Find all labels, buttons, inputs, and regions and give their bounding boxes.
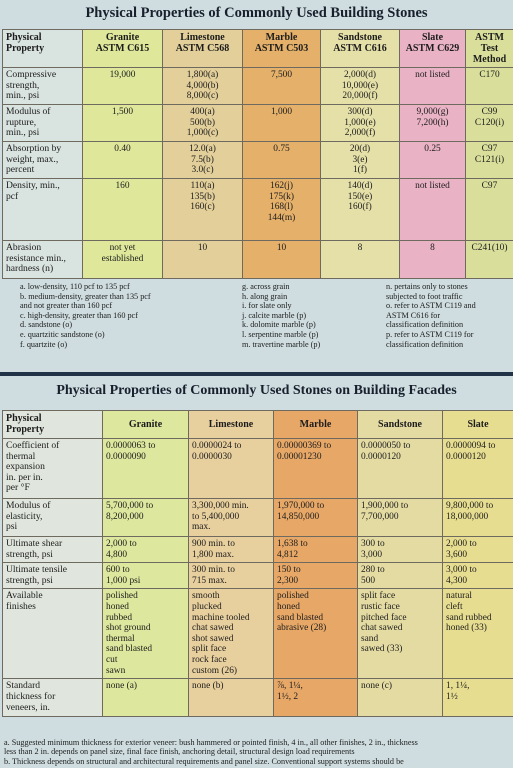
cell-granite: polished honed rubbed shot ground thermal sand blasted cut sawn: [103, 589, 189, 679]
footnote: k. dolomite marble (p): [242, 320, 316, 330]
header-granite: Granite: [103, 411, 189, 439]
footnote: b. Thickness depends on structural and architectural requirements and panel size. Conventional support systems should be: [4, 756, 404, 766]
table-row: [3, 499, 513, 537]
header-marble: Marble: [274, 411, 358, 439]
cell-sandstone: 300(d) 1,000(e) 2,000(f): [321, 105, 400, 142]
cell-marble: 7,500: [243, 68, 321, 105]
footnote: b. medium-density, greater than 135 pcf and not greater than 160 pcf: [20, 291, 151, 311]
footnote: n. pertains only to stones subjected to foot traffic: [386, 282, 468, 301]
table-row: [3, 589, 513, 679]
cell-marble: 1,000: [243, 105, 321, 142]
facade-stones-table: [2, 410, 513, 717]
cell-granite: 19,000: [83, 68, 163, 105]
table1-title: Physical Properties of Commonly Used Building Stones: [85, 5, 428, 21]
row-property: Standard thickness for veneers, in.: [3, 679, 103, 717]
cell-marble: 162(j) 175(k) 168(l) 144(m): [243, 179, 321, 241]
table-header-row: [3, 30, 513, 68]
table-row: [3, 68, 513, 105]
cell-granite: 1,500: [83, 105, 163, 142]
cell-granite: not yet established: [83, 241, 163, 279]
footnotes-column: [242, 282, 320, 349]
cell-slate: 0.0000094 to 0.0000120: [443, 439, 513, 499]
cell-marble: 0.00000369 to 0.00001230: [274, 439, 358, 499]
row-property: Absorption by weight, max., percent: [3, 142, 83, 179]
footnote: h. along grain: [242, 291, 288, 301]
footnote: c. high-density, greater than 160 pcf: [20, 310, 138, 320]
cell-astm: C99 C120(i): [466, 105, 513, 142]
footnote: o. refer to ASTM C119 and ASTM C616 for classification definition: [386, 301, 476, 330]
row-property: Coefficient of thermal expansion in. per in. per °F: [3, 439, 103, 499]
header-limestone: Limestone ASTM C568: [163, 30, 243, 68]
cell-limestone: 400(a) 500(b) 1,000(c): [163, 105, 243, 142]
cell-limestone: 10: [163, 241, 243, 279]
cell-granite: 0.40: [83, 142, 163, 179]
table2-footnotes: [4, 738, 509, 766]
cell-granite: 5,700,000 to 8,200,000: [103, 499, 189, 537]
cell-limestone: 1,800(a) 4,000(b) 8,000(c): [163, 68, 243, 105]
cell-slate: natural cleft sand rubbed honed (33): [443, 589, 513, 679]
cell-marble: 10: [243, 241, 321, 279]
cell-sandstone: 280 to 500: [358, 563, 443, 589]
footnote: g. across grain: [242, 282, 290, 291]
row-property: Ultimate tensile strength, psi: [3, 563, 103, 589]
table-row: [3, 563, 513, 589]
cell-sandstone: 2,000(d) 10,000(e) 20,000(f): [321, 68, 400, 105]
cell-slate: 3,000 to 4,300: [443, 563, 513, 589]
cell-sandstone: 0.0000050 to 0.0000120: [358, 439, 443, 499]
header-granite: Granite ASTM C615: [83, 30, 163, 68]
header-slate: Slate: [443, 411, 513, 439]
header-sandstone: Sandstone: [358, 411, 443, 439]
row-property: Compressive strength, min., psi: [3, 68, 83, 105]
cell-slate: 2,000 to 3,600: [443, 537, 513, 563]
cell-granite: 160: [83, 179, 163, 241]
header-property: Physical Property: [3, 30, 83, 68]
footnote: a. Suggested minimum thickness for exterior veneer: bush hammered or pointed finish, 4 in., all other finishes, 2 in., thickness less than 2 in. depends on panel size, final face finish, anchoring detail, structural design load requirements: [4, 738, 418, 757]
cell-limestone: 110(a) 135(b) 160(c): [163, 179, 243, 241]
footnote: m. travertine marble (p): [242, 339, 321, 349]
cell-granite: none (a): [103, 679, 189, 717]
cell-slate: 9,800,000 to 18,000,000: [443, 499, 513, 537]
cell-slate: 9,000(g) 7,200(h): [400, 105, 466, 142]
footnotes-column: [386, 282, 476, 349]
cell-sandstone: 300 to 3,000: [358, 537, 443, 563]
footnote: l. serpentine marble (p): [242, 329, 319, 339]
cell-astm: C97: [466, 179, 513, 241]
cell-granite: 2,000 to 4,800: [103, 537, 189, 563]
header-astm-test-method: ASTM Test Method: [466, 30, 513, 68]
table-row: [3, 679, 513, 717]
header-limestone: Limestone: [189, 411, 274, 439]
cell-slate: 1, 1¼, 1½: [443, 679, 513, 717]
table-row: [3, 241, 513, 279]
cell-limestone: 3,300,000 min. to 5,400,000 max.: [189, 499, 274, 537]
cell-slate: not listed: [400, 179, 466, 241]
cell-limestone: 0.0000024 to 0.0000030: [189, 439, 274, 499]
footnote: d. sandstone (o): [20, 320, 73, 330]
cell-limestone: none (b): [189, 679, 274, 717]
cell-slate: 0.25: [400, 142, 466, 179]
cell-slate: not listed: [400, 68, 466, 105]
footnote: j. calcite marble (p): [242, 310, 307, 320]
cell-granite: 0.0000063 to 0.0000090: [103, 439, 189, 499]
cell-granite: 600 to 1,000 psi: [103, 563, 189, 589]
cell-limestone: smooth plucked machine tooled chat sawed shot sawed split face rock face custom (26): [189, 589, 274, 679]
cell-limestone: 12.0(a) 7.5(b) 3.0(c): [163, 142, 243, 179]
cell-astm: C241(10): [466, 241, 513, 279]
row-property: Modulus of elasticity, psi: [3, 499, 103, 537]
row-property: Density, min., pcf: [3, 179, 83, 241]
building-stones-table: [2, 29, 513, 279]
cell-marble: 0.75: [243, 142, 321, 179]
cell-astm: C170: [466, 68, 513, 105]
cell-astm: C97 C121(i): [466, 142, 513, 179]
row-property: Abrasion resistance min., hardness (n): [3, 241, 83, 279]
cell-marble: ⅞, 1¼, 1½, 2: [274, 679, 358, 717]
cell-marble: polished honed sand blasted abrasive (28): [274, 589, 358, 679]
header-sandstone: Sandstone ASTM C616: [321, 30, 400, 68]
footnote: e. quartzitic sandstone (o): [20, 329, 105, 339]
cell-limestone: 900 min. to 1,800 max.: [189, 537, 274, 563]
table-row: [3, 105, 513, 142]
cell-sandstone: split face rustic face pitched face chat sawed sand sawed (33): [358, 589, 443, 679]
table2-title: Physical Properties of Commonly Used Stones on Building Facades: [56, 383, 457, 398]
header-property: Physical Property: [3, 411, 103, 439]
cell-sandstone: 140(d) 150(e) 160(f): [321, 179, 400, 241]
cell-limestone: 300 min. to 715 max.: [189, 563, 274, 589]
footnotes-column: [20, 282, 151, 349]
header-slate: Slate ASTM C629: [400, 30, 466, 68]
cell-marble: 1,638 to 4,812: [274, 537, 358, 563]
row-property: Available finishes: [3, 589, 103, 679]
table-header-row: [3, 411, 513, 439]
row-property: Modulus of rupture, min., psi: [3, 105, 83, 142]
cell-sandstone: 1,900,000 to 7,700,000: [358, 499, 443, 537]
table-row: [3, 439, 513, 499]
row-property: Ultimate shear strength, psi: [3, 537, 103, 563]
table-row: [3, 179, 513, 241]
footnote: i. for slate only: [242, 301, 292, 311]
cell-marble: 150 to 2,300: [274, 563, 358, 589]
footnote: a. low-density, 110 pcf to 135 pcf: [20, 282, 130, 291]
cell-sandstone: 20(d) 3(e) 1(f): [321, 142, 400, 179]
table-row: [3, 537, 513, 563]
table-row: [3, 142, 513, 179]
cell-marble: 1,970,000 to 14,850,000: [274, 499, 358, 537]
cell-slate: 8: [400, 241, 466, 279]
footnote: f. quartzite (o): [20, 339, 68, 349]
cell-sandstone: 8: [321, 241, 400, 279]
footnote: p. refer to ASTM C119 for classification definition: [386, 329, 474, 349]
cell-sandstone: none (c): [358, 679, 443, 717]
header-marble: Marble ASTM C503: [243, 30, 321, 68]
